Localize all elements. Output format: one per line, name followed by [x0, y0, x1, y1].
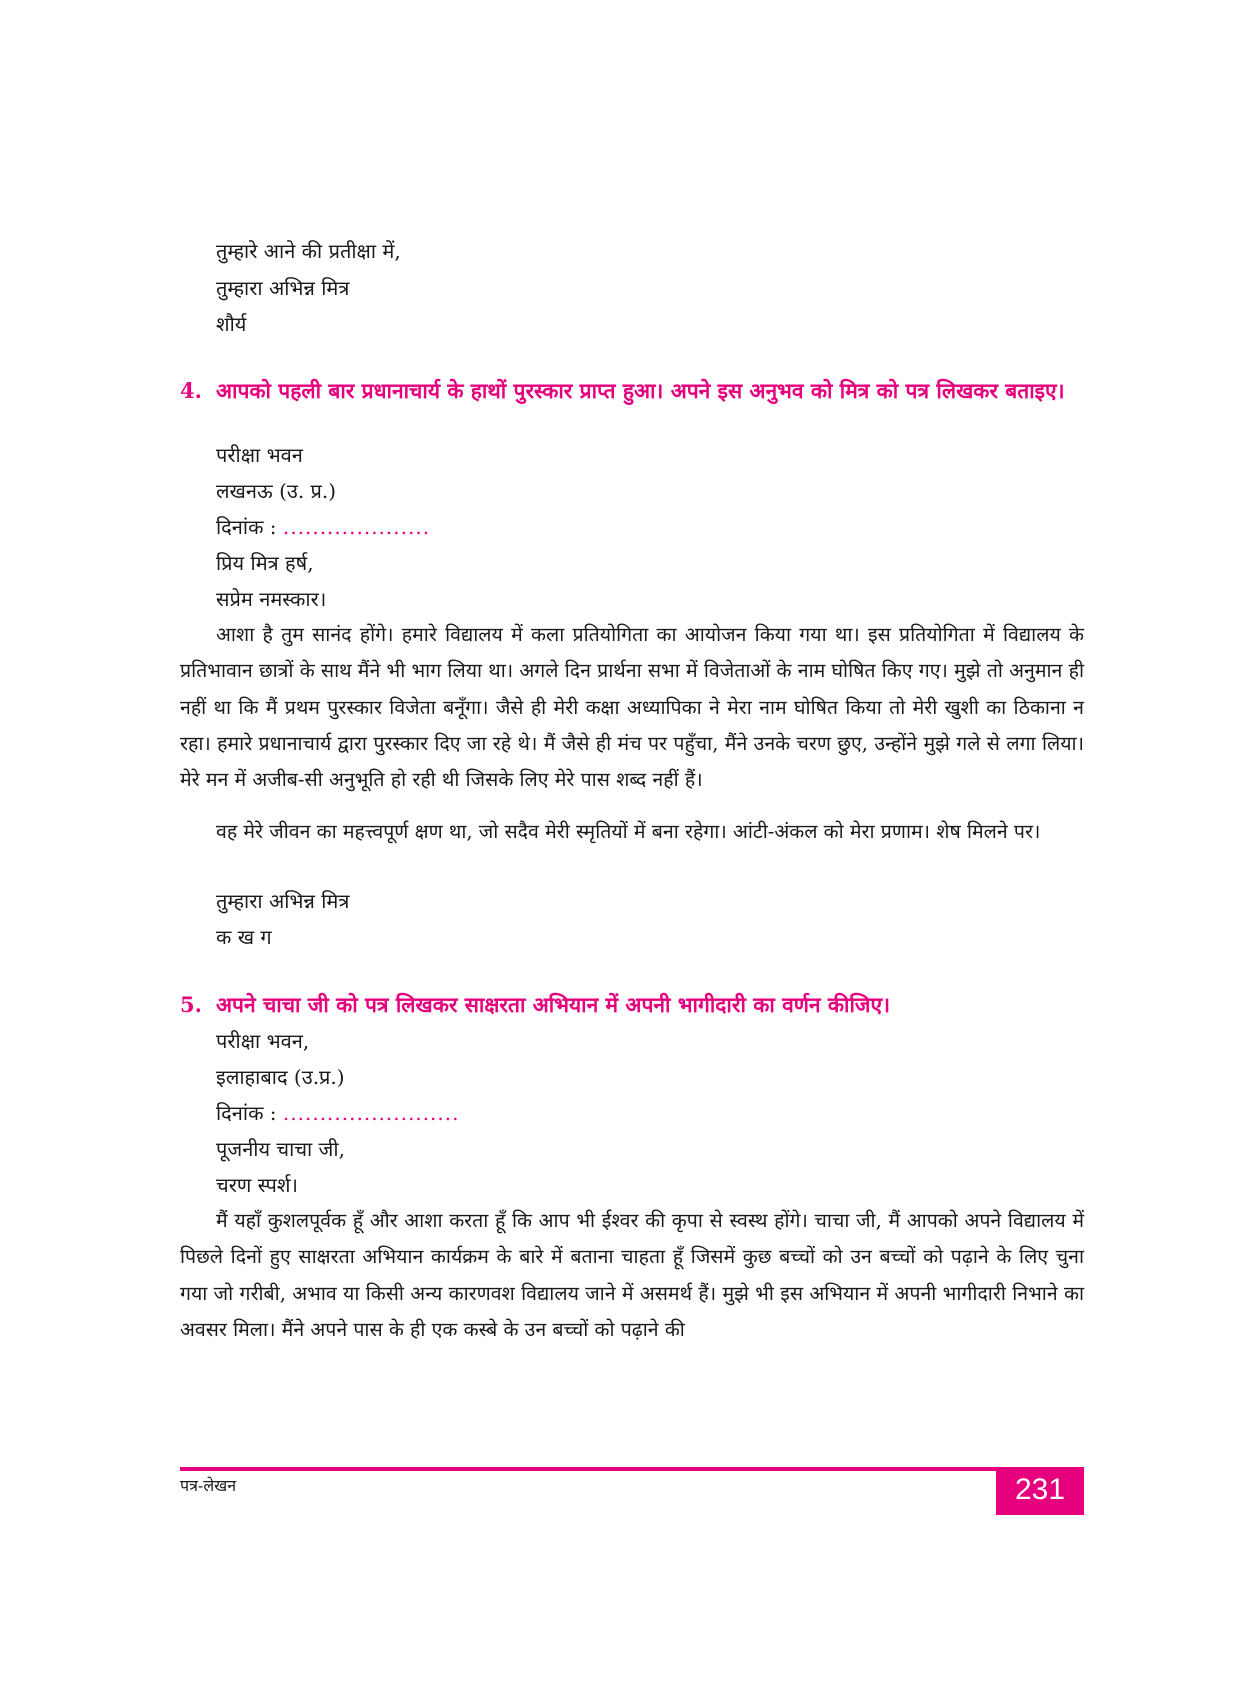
salutation: प्रिय मित्र हर्ष, [216, 551, 314, 575]
footer-chapter-label: पत्र-लेखन [180, 1476, 237, 1495]
question-text: अपने चाचा जी को पत्र लिखकर साक्षरता अभियान में अपनी भागीदारी का वर्णन कीजिए। [216, 992, 891, 1017]
letter-paragraph: मैं यहाँ कुशलपूर्वक हूँ और आशा करता हूँ कि आप भी ईश्वर की कृपा से स्वस्थ होंगे। चाचा जी, मैं आपको अपने विद्यालय में पिछले दिनों हुए साक्षरता अभियान कार्यक्रम के बारे में बताना चाहता हूँ जिसमें कुछ बच्चों को उन बच्चों को पढ़ाने के लिए चुना गया जो गरीबी, अभाव या किसी अन्य कारणवश विद्यालय जाने में असमर्थ हैं। मुझे भी इस अभियान में अपनी भागीदारी निभाने का अवसर मिला। मैंने अपने पास के ही एक कस्बे के उन बच्चों को पढ़ाने की [180, 1209, 1084, 1341]
page-number: 231 [1014, 1473, 1066, 1506]
footer-rule [180, 1467, 1084, 1471]
signature: शौर्य [216, 312, 247, 336]
date-line [216, 514, 430, 540]
question-text: आपको पहली बार प्रधानाचार्य के हाथों पुरस्कार प्राप्त हुआ। अपने इस अनुभव को मित्र को पत्र लिखकर बताइए। [216, 378, 1065, 403]
date-blank: ........................ [282, 1101, 460, 1125]
page-number-badge [996, 1467, 1084, 1515]
address-line: परीक्षा भवन [216, 443, 303, 467]
date-blank: .................... [282, 515, 431, 539]
closing-line: तुम्हारे आने की प्रतीक्षा में, [216, 239, 401, 263]
date-label: दिनांक : [216, 1101, 277, 1125]
salutation: पूजनीय चाचा जी, [216, 1137, 345, 1161]
greeting: सप्रेम नमस्कार। [216, 587, 327, 611]
question-number: 4. [180, 378, 202, 403]
signature: क ख ग [216, 925, 272, 949]
closing-line: तुम्हारा अभिन्न मित्र [216, 276, 350, 300]
address-line: लखनऊ (उ. प्र.) [216, 479, 337, 503]
question-5 [180, 986, 1100, 1024]
date-label: दिनांक : [216, 515, 277, 539]
greeting: चरण स्पर्श। [216, 1173, 299, 1197]
address-line: परीक्षा भवन, [216, 1029, 310, 1053]
letter-paragraph: वह मेरे जीवन का महत्त्वपूर्ण क्षण था, जो सदैव मेरी स्मृतियों में बना रहेगा। आंटी-अंकल को मेरा प्रणाम। शेष मिलने पर। [216, 820, 1041, 843]
date-line [216, 1100, 459, 1126]
question-number: 5. [180, 992, 202, 1017]
closing-line: तुम्हारा अभिन्न मित्र [216, 889, 350, 913]
letter-paragraph: आशा है तुम सानंद होंगे। हमारे विद्यालय में कला प्रतियोगिता का आयोजन किया गया था। इस प्रतियोगिता में विद्यालय के प्रतिभावान छात्रों के साथ मैंने भी भाग लिया था। अगले दिन प्रार्थना सभा में विजेताओं के नाम घोषित किए गए। मुझे तो अनुमान ही नहीं था कि मैं प्रथम पुरस्कार विजेता बनूँगा। जैसे ही मेरी कक्षा अध्यापिका ने मेरा नाम घोषित किया तो मेरी खुशी का ठिकाना न रहा। हमारे प्रधानाचार्य द्वारा पुरस्कार दिए जा रहे थे। मैं जैसे ही मंच पर पहुँचा, मैंने उनके चरण छुए, उन्होंने मुझे गले से लगा लिया। मेरे मन में अजीब-सी अनुभूति हो रही थी जिसके लिए मेरे पास शब्द नहीं हैं। [180, 623, 1084, 792]
address-line: इलाहाबाद (उ.प्र.) [216, 1065, 345, 1089]
question-4 [180, 372, 1100, 410]
